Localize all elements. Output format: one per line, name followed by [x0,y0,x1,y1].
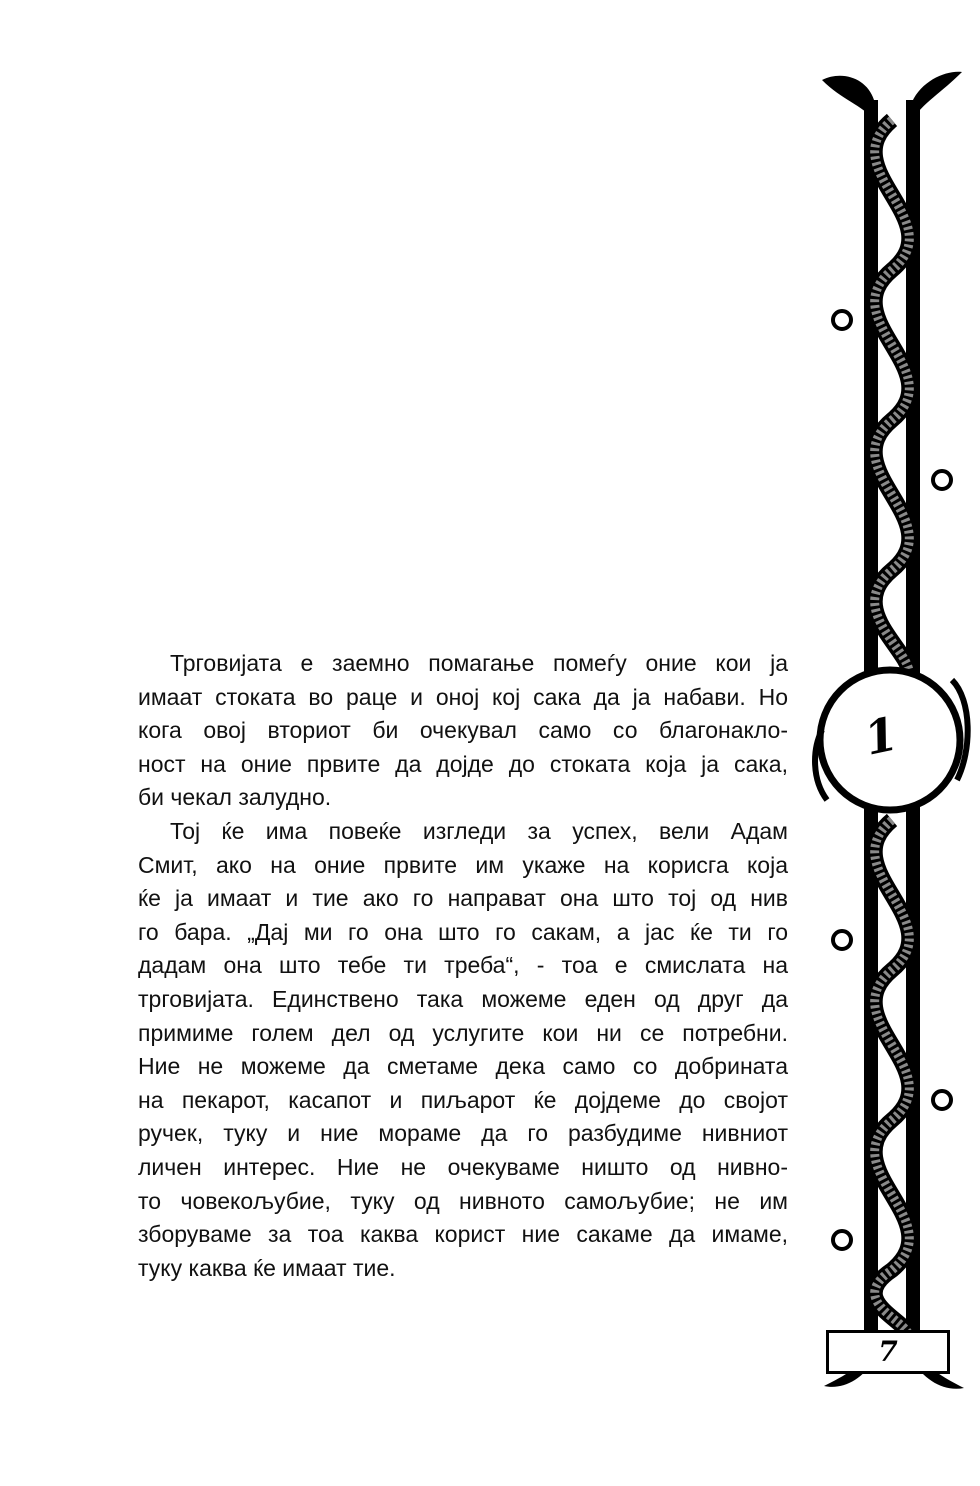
page-number: 7 [826,1330,950,1374]
curl [833,1231,851,1249]
curl [933,471,951,489]
text-line: туку каква ќе имаат тие. [138,1254,396,1281]
curl [833,311,851,329]
text-line: трговијата. Единствено така можеме еден од друг да [138,985,788,1012]
paragraph-1 [138,647,788,815]
text-line: ност на оние првите да дојде до стоката која ја сака, [138,750,788,777]
text-line: Ние не можеме да сметаме дека само со добрината [138,1053,788,1080]
text-line: кога овој вториот би очекувал само со благонакло- [138,717,788,744]
text-line: Смит, ако на оние првите им укаже на корисга која [138,851,788,878]
text-line: ручек, туку и ние мораме да го разбудиме нивниот [138,1120,788,1147]
chapter-number: 1 [859,706,903,766]
body-text [138,647,788,1285]
curl [833,931,851,949]
paragraph-2 [138,815,788,1285]
text-line: то човекољубие, туку од нивното самољубие; не им [138,1187,788,1214]
text-line: ќе ја имаат и тие ако го направат она што тој од нив [138,885,788,912]
text-line: зборуваме за тоа каква корист ние сакаме да имаме, [138,1221,788,1248]
text-line: примиме голем дел од услугите кои ни се потребни. [138,1019,788,1046]
vine-lower [875,820,910,1350]
text-line: дадам она што тебе ти треба“, - тоа е смислата на [138,952,788,979]
text-line: на пекарот, касапот и пиљарот ќе дојдеме до својот [138,1086,788,1113]
curl [933,1091,951,1109]
text-line: личен интерес. Ние не очекуваме ништо од нивно- [138,1153,788,1180]
text-line: Трговијата е заемно помагање помеѓу оние кои ја [170,650,788,676]
text-line: имаат стоката во раце и оној кој сака да ја набави. Но [138,683,788,710]
text-line: го бара. „Дај ми го она што го сакам, а јас ќе ти го [138,918,788,945]
text-line: Тој ќе има повеќе изгледи за успех, вели Адам [170,817,788,844]
text-line: би чекал залудно. [138,784,332,811]
